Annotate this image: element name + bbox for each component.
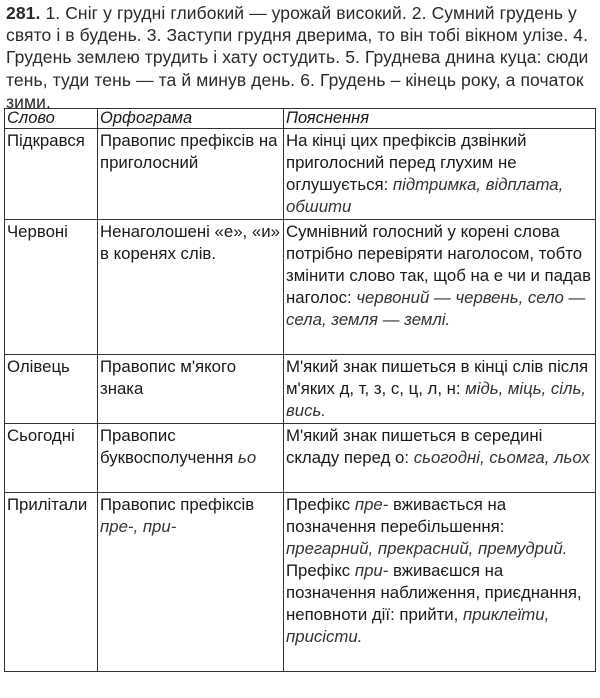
header-rule: Орфограма xyxy=(98,109,284,129)
cell-explanation xyxy=(284,220,596,355)
cell-rule: Правопис префіксів на приголосний xyxy=(98,129,284,220)
cell-explanation xyxy=(284,493,596,672)
explanation-text: Префікс xyxy=(286,561,355,580)
explanation-examples: приклеїти, присісти. xyxy=(286,605,550,646)
explanation-text: вживається на позначення перебільшення: xyxy=(286,495,507,536)
exercise-number: 281. xyxy=(6,3,41,23)
explanation-text: На кінці цих префіксів дзвінкий приголосний перед глухим не оглушується: xyxy=(286,131,527,194)
table-row xyxy=(5,129,596,220)
header-word: Слово xyxy=(5,109,98,129)
table-row xyxy=(5,493,596,672)
prefix-italic: при- xyxy=(354,561,389,580)
table-header-row xyxy=(5,109,596,129)
rule-italic: ьо xyxy=(238,448,257,467)
explanation-text: М'який знак пишеться в кінці слів після м'яких д, т, з, с, ц, л, н: xyxy=(286,357,589,398)
cell-word: Прилітали xyxy=(5,493,98,672)
cell-word: Підкрався xyxy=(5,129,98,220)
explanation-examples: червоний — червень, село — села, земля — землі. xyxy=(286,288,586,329)
rule-text: Правопис буквосполучення xyxy=(100,426,239,467)
cell-word: Червоні xyxy=(5,220,98,355)
cell-rule xyxy=(98,493,284,672)
table-row xyxy=(5,355,596,424)
rule-text: Правопис префіксів xyxy=(100,495,255,514)
table-row xyxy=(5,424,596,493)
explanation-text: М'який знак пишеться в середині складу перед о: xyxy=(286,426,543,467)
analysis-table xyxy=(4,108,596,672)
cell-rule: Ненаголошені «е», «и» в коренях слів. xyxy=(98,220,284,355)
prefix-italic: пре- xyxy=(354,495,389,514)
explanation-text: вживаєшся на позначення наближення, приєднання, неповноти дії: прийти, xyxy=(286,561,582,624)
explanation-examples: мідь, міць, сіль, вись. xyxy=(286,379,586,420)
cell-explanation xyxy=(284,424,596,493)
cell-rule xyxy=(98,424,284,493)
cell-explanation xyxy=(284,129,596,220)
explanation-examples: прегарний, прекрасний, премудрий. xyxy=(286,539,568,558)
exercise-text xyxy=(6,2,596,113)
cell-word: Олівець xyxy=(5,355,98,424)
explanation-text: Сумнівний голосний у корені слова потрібно перевіряти наголосом, тобто змінити слово так, щоб на е чи и падав наголос: xyxy=(286,222,592,307)
cell-explanation xyxy=(284,355,596,424)
table-row xyxy=(5,220,596,355)
exercise-sentences: 1. Сніг у грудні глибокий — урожай високий. 2. Сумний грудень у свято і в будень. 3. Заступи грудня дверима, то він тобі вікном улізе. 4. Грудень землею трудить і хату остудить. 5. Груднева днина куца: сюди тень, туди тень — та й минув день. 6. Грудень – кінець року, а початок зими. xyxy=(6,3,589,112)
rule-italic: пре-, при- xyxy=(100,517,177,536)
cell-word: Сьогодні xyxy=(5,424,98,493)
explanation-examples: сьогодні, сьомга, льох xyxy=(413,448,590,467)
explanation-examples: підтримка, відплата, обшити xyxy=(286,175,564,216)
cell-rule: Правопис м'якого знака xyxy=(98,355,284,424)
header-explanation: Пояснення xyxy=(284,109,596,129)
explanation-text: Префікс xyxy=(286,495,355,514)
